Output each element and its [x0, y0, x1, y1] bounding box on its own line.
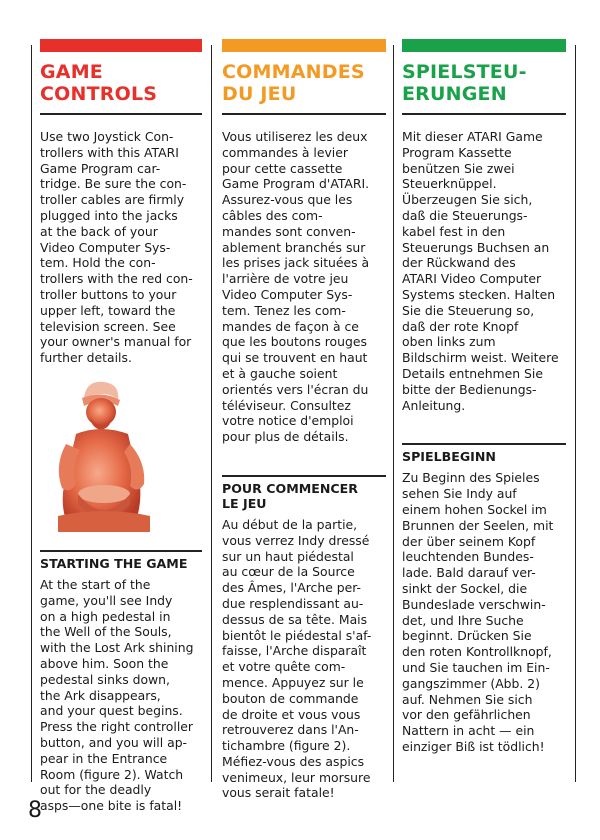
column-german [402, 39, 566, 755]
section-body: Vous utiliserez les deux commandes à levier pour cette cassette Game Program d'ATARI. Assurez-vous que les câbles des com- mandes sont conven- ablement branchés sur les prises jack situées à l'arrière de votre jeu Video Computer Sys- tem. Tenez les com- mandes de façon à ce que les boutons rouges qui se trouvent en haut et à gauche soient orientés vers l'écran du téléviseur. Consultez votre notice d'emploi pour plus de détails. [222, 129, 370, 445]
title-rule [40, 113, 202, 115]
subheading-rule [40, 550, 202, 552]
subheading-rule [402, 443, 566, 445]
subsection-body: At the start of the game, you'll see Indy on a high pedestal in the Well of the Souls, with the Lost Ark shining above him. Soon the pedestal sinks down, the Ark disappears, and your quest begins. Press the right controller button, and you will ap- pear in the Entrance Room (figure 2). Watch out for the deadly asps—one bite is fatal! [40, 576, 194, 814]
subheading: SPIELBEGINN [402, 449, 496, 465]
subheading: STARTING THE GAME [40, 555, 188, 571]
column-divider-2 [211, 45, 212, 782]
section-body: Mit dieser ATARI Game Program Kassette benützen Sie zwei Steuerknüppel. Überzeugen Sie sich, daß die Steuerungs- kabel fest in den Steuerungs Buchsen an der Rückwand des ATARI Video Computer Systems stecken. Halten Sie die Steuerung so, daß der rote Knopf oben links zum Bildschirm weist. Weitere Details entnehmen Sie bitte der Bedienungs- Anleitung. [402, 129, 559, 413]
subsection-body: Zu Beginn des Spieles sehen Sie Indy auf einem hohen Sockel im Brunnen der Seelen, mit der über seinem Kopf leuchtenden Bundes- lade. Bald darauf ver- sinkt der Sockel, die Bundeslade verschwin- det, und Ihre Suche beginnt. Drücken Sie den roten Kontrollknopf, und Sie tauchen im Ein- gangszimmer (Abb. 2) auf. Nehmen Sie sich vor den gefährlichen Nattern in acht — ein einziger Biß ist tödlich! [402, 470, 554, 754]
title-rule [222, 113, 386, 115]
color-bar-orange [222, 39, 386, 52]
column-divider-3 [393, 45, 394, 782]
indy-statue-illustration [46, 376, 164, 536]
column-divider-4 [575, 45, 576, 782]
section-title: GAME CONTROLS [40, 61, 158, 105]
subsection-body: Au début de la partie, vous verrez Indy dressé sur un haut piédestal au cœur de la Source des Âmes, l'Arche per- due resplendissant au- dessus de sa tête. Mais bientôt le piédestal s'af- faisse, l'Arche disparaît et votre quête com- mence. Appuyez sur le bouton de commande de droite et vous vous retrouverez dans l'An- tichambre (figure 2). Méfiez-vous des aspics venimeux, leur morsure vous serait fatale! [222, 516, 372, 801]
column-english [40, 39, 202, 814]
column-french [222, 39, 386, 801]
subheading-rule [222, 475, 386, 477]
color-bar-red [40, 39, 202, 52]
section-title: SPIELSTEU- ERUNGEN [402, 61, 527, 105]
section-title: COMMANDES DU JEU [222, 61, 365, 105]
color-bar-green [402, 39, 566, 52]
page-number: 8 [28, 798, 42, 823]
section-body: Use two Joystick Con- trollers with this ATARI Game Program car- tridge. Be sure the con- troller cables are firmly plugged into the jacks at the back of your Video Computer Sys- tem. Hold the con- trollers with the red con- troller buttons to your upper left, toward the television screen. See your owner's manual for further details. [40, 129, 193, 366]
subheading: POUR COMMENCER LE JEU [222, 480, 358, 511]
title-rule [402, 113, 566, 115]
column-divider-1 [31, 45, 32, 782]
